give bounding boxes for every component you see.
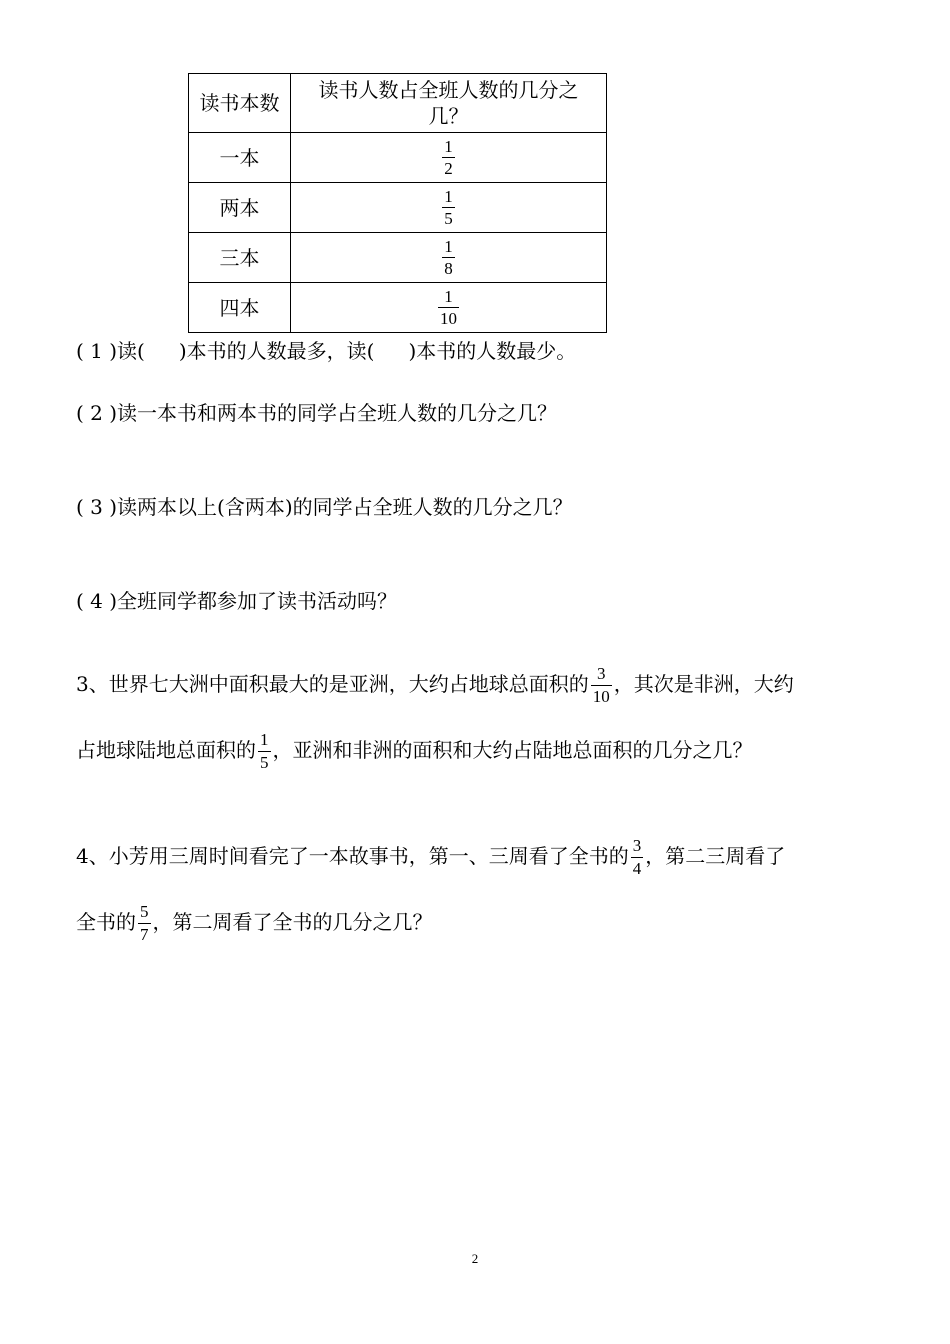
- fraction: [138, 902, 151, 945]
- row-fraction: [291, 183, 607, 233]
- row-label: 一本: [189, 133, 291, 183]
- fraction: [591, 664, 612, 707]
- question-4: ( 4 )全班同学都参加了读书活动吗？: [76, 589, 398, 613]
- table-row: [189, 183, 607, 233]
- fraction-denominator: 5: [444, 209, 453, 228]
- problem-3-line-1: [76, 664, 794, 707]
- table-row: [189, 233, 607, 283]
- page-number: 2: [471, 1251, 479, 1266]
- fraction-bar: [442, 257, 455, 258]
- problem-4-line-1: [76, 836, 785, 879]
- fraction-numerator: 1: [444, 237, 453, 256]
- fraction: [442, 187, 455, 228]
- question-1: [76, 337, 576, 365]
- fraction-denominator: 7: [140, 925, 149, 944]
- fraction-denominator: 10: [592, 687, 610, 706]
- fraction-bar: [258, 751, 271, 752]
- question-1-mid: )本书的人数最多，读(: [178, 339, 375, 363]
- header-books-count: 读书本数: [189, 74, 291, 133]
- fraction-denominator: 5: [260, 753, 269, 772]
- fraction-numerator: 3: [632, 836, 642, 855]
- fraction-numerator: 1: [260, 730, 269, 749]
- row-fraction: [291, 133, 607, 183]
- fraction-bar: [138, 923, 151, 924]
- fraction-numerator: 5: [140, 902, 149, 921]
- problem-3-text: 3、世界七大洲中面积最大的是亚洲，大约占地球总面积的: [76, 672, 589, 696]
- problem-4-text-tail: ，第二周看了全书的几分之几？: [152, 910, 433, 934]
- problem-4-text: 4、小芳用三周时间看完了一本故事书，第一、三周看了全书的: [76, 844, 629, 868]
- problem-3-text-tail: ，其次是非洲，大约: [613, 672, 794, 696]
- row-label: 两本: [189, 183, 291, 233]
- fraction-numerator: 1: [444, 137, 453, 156]
- fraction: [258, 730, 271, 773]
- row-label: 三本: [189, 233, 291, 283]
- fraction-numerator: 1: [444, 287, 453, 306]
- row-fraction: [291, 283, 607, 333]
- fraction-denominator: 10: [440, 309, 457, 328]
- question-1-prefix: ( 1 )读(: [76, 339, 145, 363]
- fraction-bar: [631, 857, 644, 858]
- fraction-bar: [442, 207, 455, 208]
- row-label: 四本: [189, 283, 291, 333]
- problem-3-line-2: [76, 730, 753, 773]
- fraction-bar: [438, 307, 459, 308]
- fraction-numerator: 3: [596, 664, 606, 683]
- fraction-denominator: 4: [632, 859, 642, 878]
- fraction-denominator: 8: [444, 259, 453, 278]
- table-row: [189, 133, 607, 183]
- fraction: [442, 237, 455, 278]
- problem-4-text-tail: ，第二三周看了: [645, 844, 786, 868]
- problem-4-line-2: [76, 902, 433, 945]
- row-fraction: [291, 233, 607, 283]
- fraction-denominator: 2: [444, 159, 453, 178]
- fraction: [631, 836, 644, 879]
- fraction: [438, 287, 459, 328]
- reading-survey-table: [188, 73, 607, 333]
- table-header-row: [189, 74, 607, 133]
- fraction: [442, 137, 455, 178]
- header-fraction-of-class: 读书人数占全班人数的几分之几？: [291, 74, 607, 133]
- problem-3-text-tail: ，亚洲和非洲的面积和大约占陆地总面积的几分之几？: [272, 738, 753, 762]
- question-3: ( 3 )读两本以上(含两本)的同学占全班人数的几分之几？: [76, 495, 573, 519]
- fraction-numerator: 1: [444, 187, 453, 206]
- problem-4-text: 全书的: [76, 910, 136, 934]
- question-1-suffix: )本书的人数最少。: [408, 339, 577, 363]
- question-2: ( 2 )读一本书和两本书的同学占全班人数的几分之几？: [76, 401, 558, 425]
- table-row: [189, 283, 607, 333]
- problem-3-text: 占地球陆地总面积的: [76, 738, 256, 762]
- fraction-bar: [591, 685, 612, 686]
- fraction-bar: [442, 157, 455, 158]
